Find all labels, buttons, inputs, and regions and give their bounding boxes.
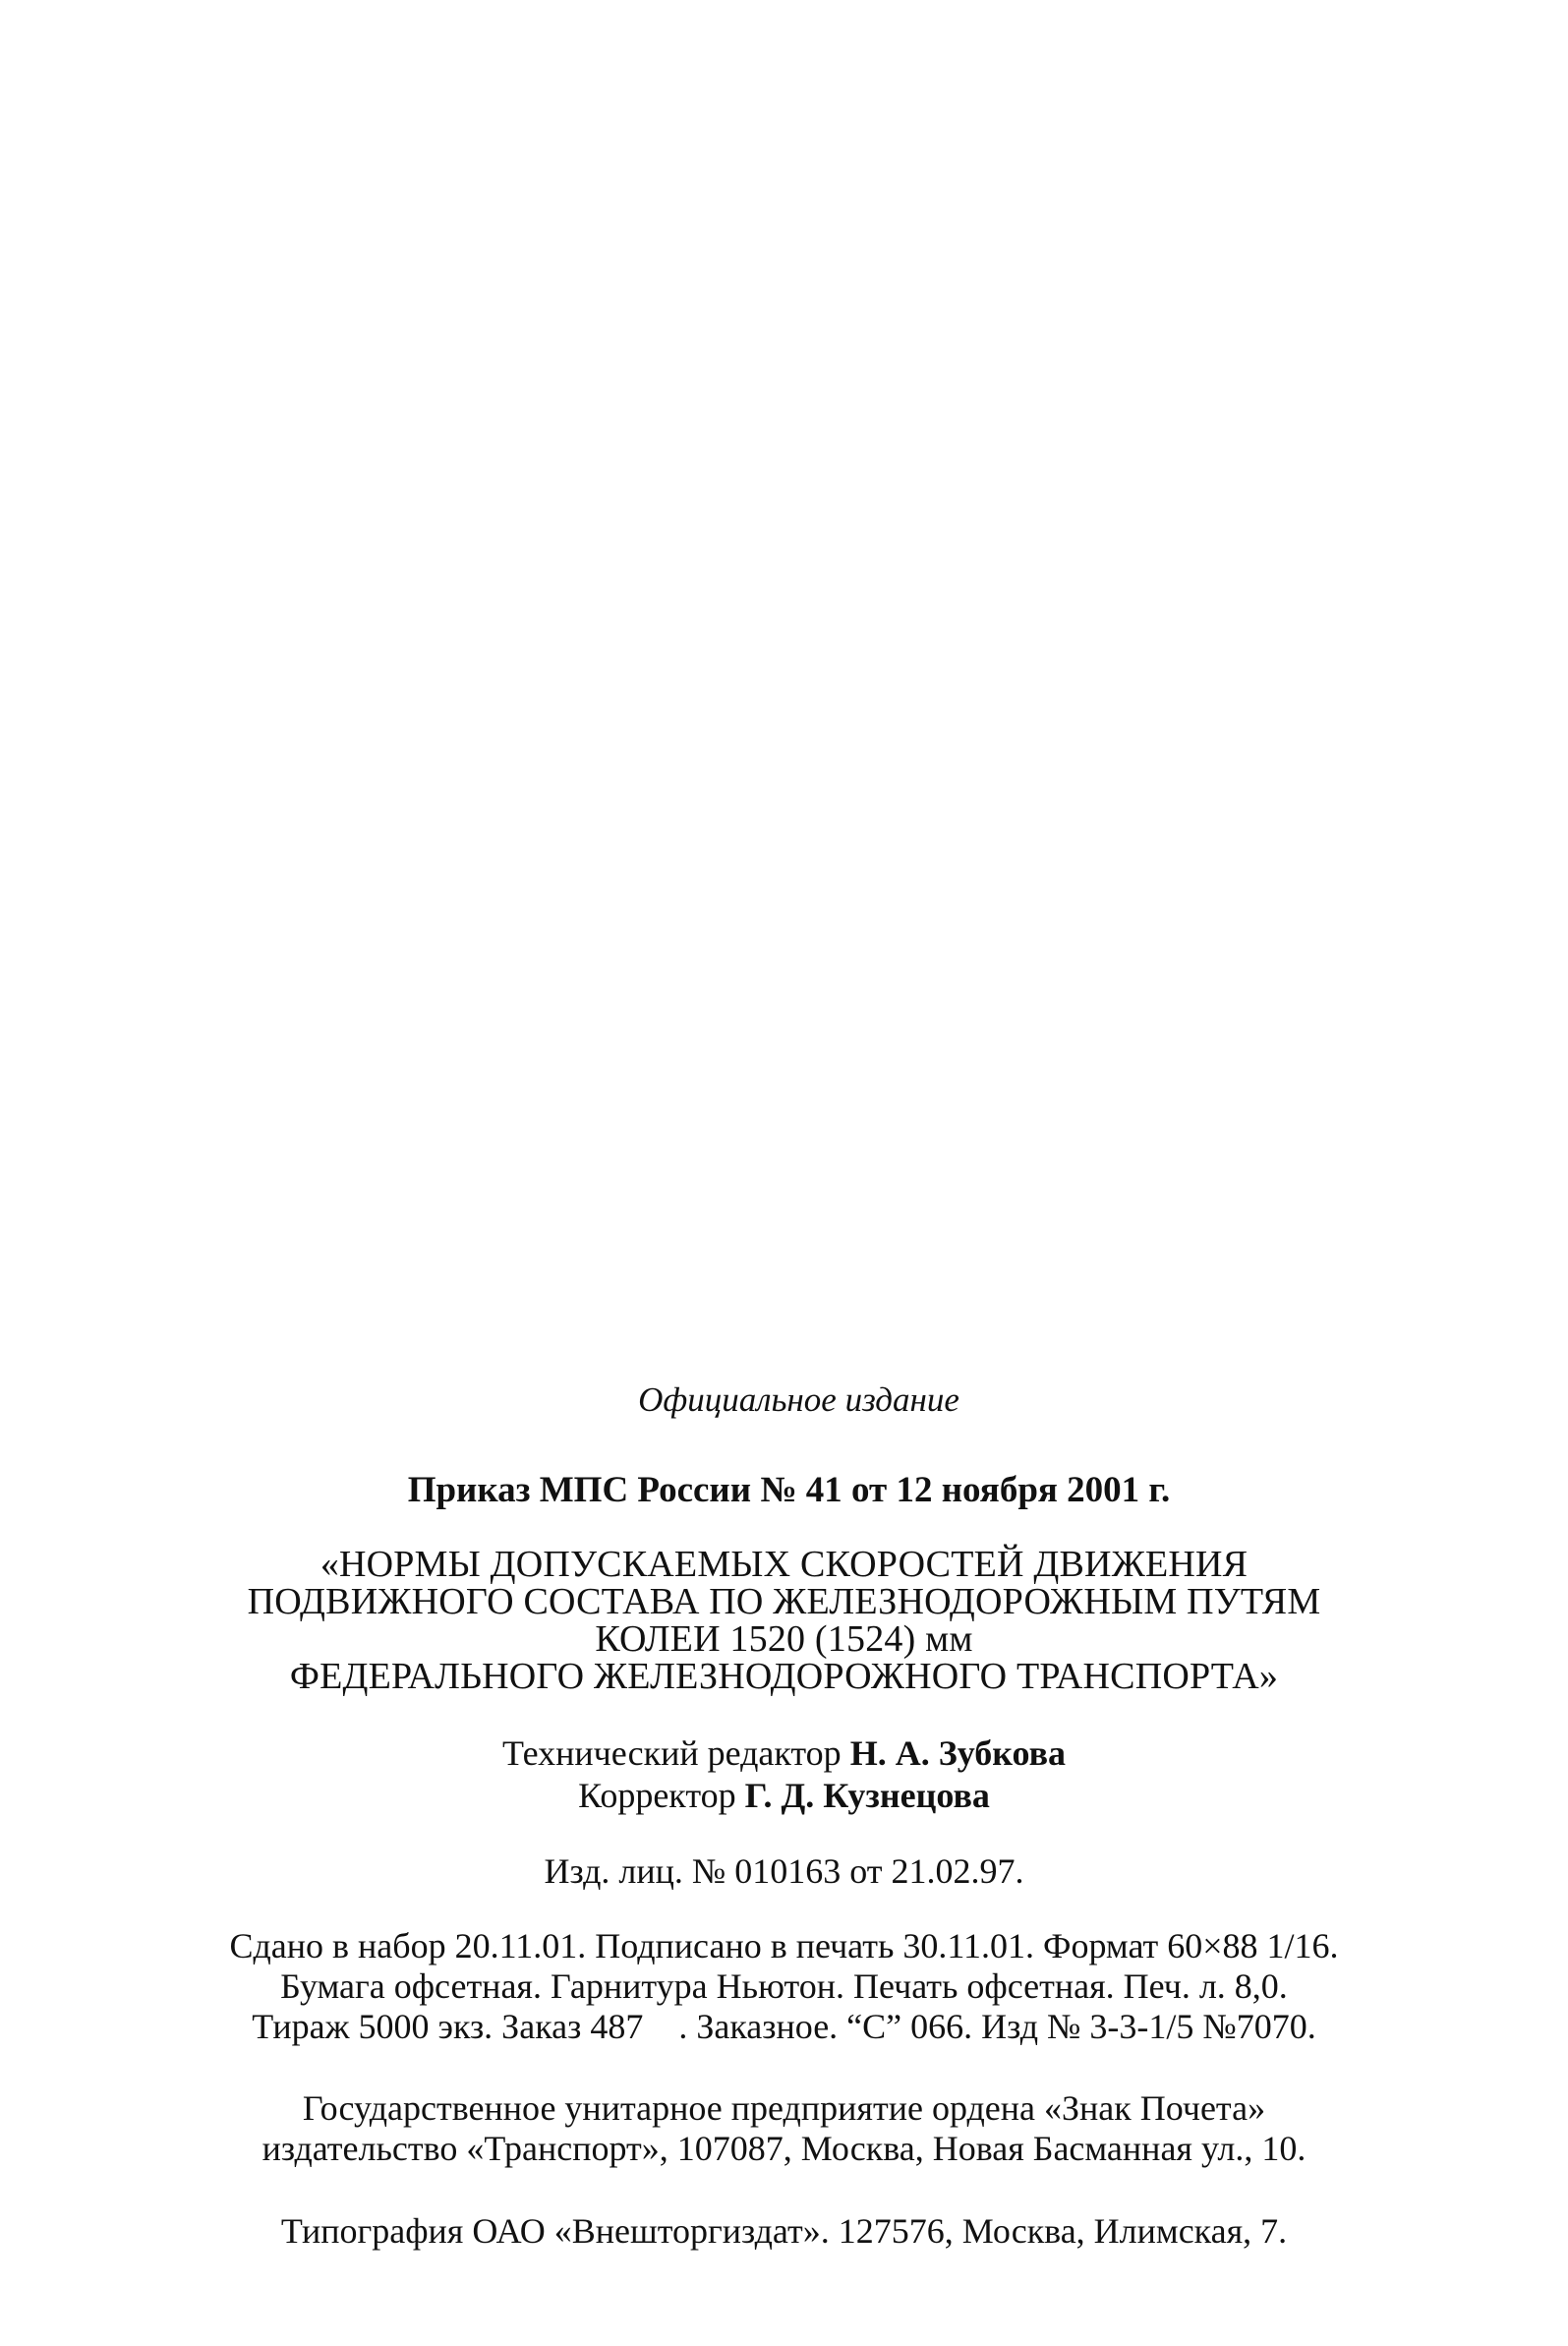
print-info-line: Бумага офсетная. Гарнитура Ньютон. Печать офсетная. Печ. л. 8,0. [280, 1966, 1288, 2006]
publisher-line: издательство «Транспорт», 107087, Москва, Новая Басманная ул., 10. [261, 2129, 1307, 2168]
printer-line: Типография ОАО «Внешторгиздат». 127576, Москва, Илимская, 7. [280, 2211, 1288, 2251]
staff-credits [0, 1732, 1568, 1817]
title-line: «НОРМЫ ДОПУСКАЕМЫХ СКОРОСТЕЙ ДВИЖЕНИЯ [319, 1544, 1249, 1585]
tech-editor-name: Н. А. Зубкова [849, 1733, 1067, 1773]
corrector-role: Корректор [578, 1776, 736, 1815]
order-line: Приказ МПС России № 41 от 12 ноября 2001 г. [407, 1470, 1171, 1510]
print-info [0, 1926, 1568, 2047]
title-line: ПОДВИЖНОГО СОСТАВА ПО ЖЕЛЕЗНОДОРОЖНЫМ ПУТЯМ [247, 1581, 1321, 1622]
corrector-name: Г. Д. Кузнецова [744, 1776, 990, 1815]
tech-editor-role: Технический редактор [501, 1733, 842, 1773]
license-line: Изд. лиц. № 010163 от 21.02.97. [544, 1851, 1024, 1891]
print-info-line: Тираж 5000 экз. Заказ 487 . Заказное. “С” 066. Изд № 3-3-1/5 №7070. [252, 2007, 1316, 2046]
title-line: КОЛЕИ 1520 (1524) мм [595, 1618, 973, 1660]
print-info-line: Сдано в набор 20.11.01. Подписано в печать 30.11.01. Формат 60×88 1/16. [229, 1926, 1339, 1965]
document-title [0, 1546, 1568, 1695]
tech-editor-credit [0, 1732, 1568, 1775]
corrector-credit [0, 1775, 1568, 1817]
edition-label: Официальное издание [638, 1380, 959, 1419]
colophon-block [0, 1378, 1568, 2253]
publisher-line: Государственное унитарное предприятие ордена «Знак Почета» [302, 2088, 1266, 2128]
publisher-info [0, 2088, 1568, 2169]
title-line: ФЕДЕРАЛЬНОГО ЖЕЛЕЗНОДОРОЖНОГО ТРАНСПОРТА» [289, 1656, 1279, 1697]
